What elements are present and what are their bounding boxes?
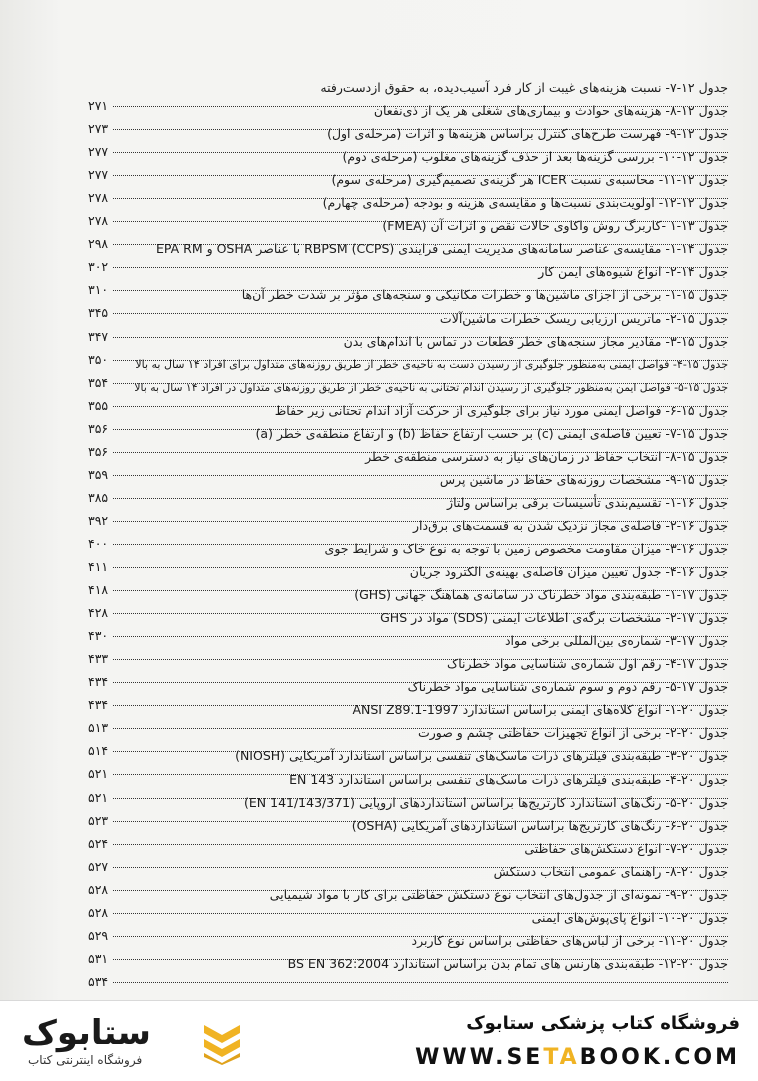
toc-entry-page: ۵۲۴: [88, 836, 112, 851]
toc-entry-page: ۳۵۹: [88, 467, 112, 482]
toc-entry-title: جدول ۱۵-۳- مقادیر مجاز سنجه‌های خطر قطعات در تماس با اندام‌های بدن: [343, 333, 728, 349]
toc-entry-title: جدول ۱۳-۱ -کاربرگ روش واکاوی حالات نقص و اثرات آن (FMEA): [382, 218, 728, 234]
toc-entry-page: ۳۵۶: [88, 421, 112, 436]
logo-text: ستابوک: [22, 1013, 151, 1053]
toc-entry-page: ۵۱۴: [88, 743, 112, 758]
toc-entry-page: ۳۵۵: [88, 398, 112, 413]
toc-entry-page: ۲۷۷: [88, 144, 112, 159]
toc-entry-title: جدول ۱۲-۷- نسبت هزینه‌های غیبت از کار فرد آسیب‌دیده، به حقوق ازدست‌رفته: [320, 80, 728, 95]
toc-entry-page: ۴۳۴: [88, 674, 112, 689]
toc-entry-title: جدول ۱۵-۴- فواصل ایمنی به‌منظور جلوگیری از رسیدن دست به ناحیه‌ی خطر از طریق روزنه‌های متداول برای افراد ۱۴ سال به بالا: [135, 357, 728, 371]
toc-entry-page: ۳۸۵: [88, 490, 112, 505]
toc-entry-title: جدول ۱۶-۴- جدول تعیین میزان فاصله‌ی بهینه‌ی الکترود جریان: [409, 564, 728, 580]
toc-entry-page: ۲۷۷: [88, 167, 112, 182]
toc-entry-title: جدول ۱۷-۱- طبقه‌بندی مواد خطرناک در سامانه‌ی هماهنگ جهانی (GHS): [354, 587, 728, 603]
toc-entry-page: ۵۱۳: [88, 720, 112, 735]
toc-entry-page: ۴۱۱: [88, 559, 112, 574]
toc-entry-title: جدول ۲۰-۹- نمونه‌ای از جدول‌های انتخاب نوع دستکش حفاظتی برای کار با مواد شیمیایی: [269, 886, 728, 902]
toc-entry-title: جدول ۱۵-۵- فواصل ایمن به‌منظور جلوگیری از رسیدن اندام تحتانی به ناحیه‌ی خطر از طریق روزنه‌های متداول در افراد ۱۴ سال به بالا: [134, 380, 728, 394]
toc-entry-title: جدول ۱۴-۱- مقایسه‌ی عناصر سامانه‌های مدیریت ایمنی فرایندی (RBPSM (CCPS با عناصر OSHA و EPA RM: [155, 241, 728, 257]
store-name: فروشگاه کتاب پزشکی ستابوک: [466, 1013, 740, 1034]
toc-entry-page: ۲۷۳: [88, 121, 112, 136]
toc-entry-page: ۳۵۴: [88, 375, 112, 390]
toc-entry-page: ۳۰۲: [88, 259, 112, 274]
publisher-footer: [0, 1000, 758, 1081]
toc-entry-page: ۳۵۶: [88, 444, 112, 459]
toc-entry-page: ۳۴۷: [88, 329, 112, 344]
toc-entry-page: ۵۲۸: [88, 905, 112, 920]
toc-entry-page: ۵۳۱: [88, 951, 112, 966]
toc-entry-page: ۲۷۸: [88, 213, 112, 228]
url-prefix: WWW.SE: [415, 1045, 544, 1070]
toc-entry-page: ۴۳۰: [88, 628, 112, 643]
store-url[interactable]: [415, 1045, 740, 1070]
toc-entry-title: جدول ۲۰-۲- برخی از انواع تجهیزات حفاظتی چشم و صورت: [417, 725, 728, 741]
toc-entry-page: ۴۱۸: [88, 582, 112, 597]
toc-entry-title: جدول ۲۰-۳- طبقه‌بندی فیلترهای ذرات ماسک‌های تنفسی براساس استاندارد آمریکایی (NIOSH): [235, 748, 728, 764]
logo-chevron-icon: [202, 1021, 242, 1065]
toc-entry-title: جدول ۲۰-۱۰- انواع پای‌پوش‌های ایمنی: [531, 909, 728, 925]
toc-entry-title: جدول ۱۲-۱۰- بررسی گزینه‌ها بعد از حذف گزینه‌های مغلوب (مرحله‌ی دوم): [342, 149, 728, 165]
toc-entry-title: جدول ۱۵-۹- مشخصات روزنه‌های حفاظ در ماشین پرس: [439, 471, 728, 487]
toc-entry-title: جدول ۲۰-۴- طبقه‌بندی فیلترهای ذرات ماسک‌های تنفسی براساس استاندارد EN 143: [289, 771, 728, 787]
toc-entry-title: جدول ۱۶-۳- میزان مقاومت مخصوص زمین با توجه به نوع خاک و شرایط جوی: [324, 541, 728, 556]
toc-entry-title: جدول ۱۵-۶- فواصل ایمنی مورد نیاز برای جلوگیری از حرکت آزاد اندام تحتانی زیر حفاظ: [274, 402, 728, 418]
toc-entry-page: ۵۲۳: [88, 813, 112, 828]
toc-entry-title: جدول ۱۵-۸- انتخاب حفاظ در زمان‌های نیاز به دسترسی منطقه‌ی خطر: [365, 448, 728, 464]
toc-entry-title: جدول ۱۷-۲- مشخصات برگه‌ی اطلاعات ایمنی (SDS) مواد در GHS: [380, 610, 728, 626]
toc-entry-title: جدول ۱۲-۹- فهرست طرح‌های کنترل براساس هزینه‌ها و اثرات (مرحله‌ی اول): [327, 126, 728, 142]
toc-entry-title: جدول ۱۵-۱- برخی از اجزای ماشین‌ها و خطرات مکانیکی و سنجه‌های مؤثر بر شدت خطر آن‌ها: [241, 287, 728, 303]
toc-entry-page: ۳۴۵: [88, 305, 112, 320]
toc-entry-title: جدول ۱۷-۴- رقم اول شماره‌ی شناسایی مواد خطرناک: [447, 656, 728, 672]
toc-entry-page: ۲۷۸: [88, 190, 112, 205]
toc-entry-title: جدول ۲۰-۵- رنگ‌های استاندارد کارتریج‌ها براساس استانداردهای اروپایی (EN 141/143/371): [244, 794, 728, 810]
toc-entry-page: ۵۲۱: [88, 766, 112, 781]
toc-entry-title: جدول ۱۷-۵- رقم دوم و سوم شماره‌ی شناسایی مواد خطرناک: [407, 679, 728, 695]
toc-entry-title: جدول ۲۰-۶- رنگ‌های کارتریج‌ها براساس استانداردهای آمریکایی (OSHA): [351, 817, 728, 833]
toc-entry-page: ۴۲۸: [88, 605, 112, 620]
toc-entry-title: جدول ۱۴-۲- انواع شیوه‌های ایمن کار: [538, 264, 728, 280]
toc-entry-title: جدول ۱۲-۱۱- محاسبه‌ی نسبت ICER هر گزینه‌ی تصمیم‌گیری (مرحله‌ی سوم): [331, 172, 728, 188]
setabook-logo[interactable]: [22, 1013, 242, 1073]
toc-entry-page: ۲۹۸: [88, 236, 112, 251]
toc-entry-title: جدول ۲۰-۸- راهنمای عمومی انتخاب دستکش: [493, 863, 728, 879]
toc-entry-page: ۳۹۲: [88, 513, 112, 528]
toc-entry-page: ۲۷۱: [88, 98, 112, 113]
toc-entry-title: جدول ۲۰-۱۱- برخی از لباس‌های حفاظتی براساس نوع کاربرد: [411, 932, 728, 948]
logo-subtitle: فروشگاه اینترنتی کتاب: [28, 1053, 143, 1067]
toc-entry-page: ۴۳۳: [88, 651, 112, 666]
toc-entry-title: جدول ۱۵-۷- تعیین فاصله‌ی ایمنی (c) بر حسب ارتفاع حفاظ (b) و ارتفاع منطقه‌ی خطر (a): [255, 425, 728, 441]
toc-entry-page: ۴۰۰: [88, 536, 112, 551]
toc-entry-page: ۵۲۸: [88, 882, 112, 897]
toc-entry-title: جدول ۱۲-۸- هزینه‌های حوادث و بیماری‌های شغلی هر یک از ذی‌نفعان: [373, 103, 728, 119]
url-suffix: BOOK.COM: [579, 1045, 740, 1070]
toc-entry-title: جدول ۲۰-۷- انواع دستکش‌های حفاظتی: [524, 840, 728, 856]
url-accent: TA: [543, 1045, 580, 1070]
toc-entry-page: ۴۳۴: [88, 697, 112, 712]
toc-entry-page: ۵۳۴: [88, 974, 112, 989]
toc-entry-title: جدول ۱۲-۱۲- اولویت‌بندی نسبت‌ها و مقایسه‌ی هزینه و بودجه (مرحله‌ی چهارم): [322, 195, 728, 211]
toc-entry-page: ۵۲۷: [88, 859, 112, 874]
toc-entry-page: ۵۲۹: [88, 928, 112, 943]
toc-entry-title: جدول ۲۰-۱- انواع کلاه‌های ایمنی براساس استاندارد ANSI Z89.1-1997: [352, 702, 728, 718]
toc-entry-title: جدول ۱۶-۱- تقسیم‌بندی تأسیسات برقی براساس ولتاژ: [447, 494, 728, 510]
toc-entry-title: جدول ۲۰-۱۲- طبقه‌بندی هارنس های تمام بدن براساس استاندارد BS EN 362:2004: [287, 955, 728, 971]
dot-leader: [88, 982, 728, 983]
toc-entry-title: جدول ۱۷-۳- شماره‌ی بین‌المللی برخی مواد: [504, 633, 728, 649]
toc-entry-title: جدول ۱۶-۲- فاصله‌ی مجاز نزدیک شدن به قسمت‌های برق‌دار: [413, 517, 728, 533]
toc-entry-title: جدول ۱۵-۲- ماتریس ارزیابی ریسک خطرات ماشین‌آلات: [439, 310, 728, 326]
toc-entry-page: ۵۲۱: [88, 790, 112, 805]
toc-entry-page: ۳۱۰: [88, 282, 112, 297]
toc-entry-page: ۳۵۰: [88, 352, 112, 367]
